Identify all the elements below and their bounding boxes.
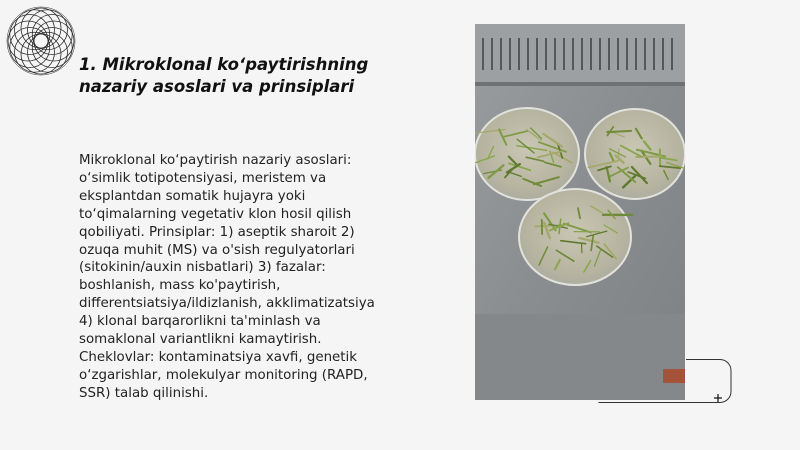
body-line: boshlanish, mass ko'paytirish, [79, 278, 281, 294]
body-line: Mikroklonal ko‘paytirish nazariy asoslari: [79, 153, 352, 168]
petri-dish-right [585, 109, 685, 199]
petri-dish-bottom [519, 189, 632, 285]
body-line: 4) klonal barqarorlikni ta'minlash va [79, 314, 321, 330]
rosette-logo-icon [4, 4, 78, 78]
plus-icon [714, 394, 722, 402]
body-line: to‘qimalarning vegetativ klon hosil qilish [79, 206, 352, 222]
body-line: o‘simlik totipotensiyasi, meristem va [79, 170, 327, 186]
petri-dish-left [475, 108, 579, 200]
body-line: differentsiatsiya/ildizlanish, akklimatizatsiya [79, 296, 375, 312]
body-line: o‘zgarishlar, molekulyar monitoring (RAPD, [79, 367, 368, 383]
photo-petri-dishes-plantlets [475, 24, 685, 400]
petri-dish-illustration [475, 24, 685, 400]
decorative-frame [598, 359, 732, 403]
title-line-2: nazariy asoslari va prinsiplari [79, 77, 355, 96]
body-line: qobiliyati. Prinsiplar: 1) aseptik sharoit 2) [79, 224, 355, 240]
body-line: (sitokinin/auxin nisbatlari) 3) fazalar: [79, 260, 326, 276]
body-text [79, 152, 414, 403]
slide-title [79, 54, 409, 98]
body-line: eksplantdan somatik hujayra yoki [79, 188, 306, 204]
title-line-1: 1. Mikroklonal ko‘paytirishning [79, 55, 369, 74]
body-line: Cheklovlar: kontaminatsiya xavfi, genetik [79, 349, 358, 365]
body-line: SSR) talab qilinishi. [79, 385, 209, 401]
body-line: somaklonal variantlikni kamaytirish. [79, 332, 322, 348]
body-line: ozuqa muhit (MS) va o'sish regulyatorlari [79, 242, 355, 258]
